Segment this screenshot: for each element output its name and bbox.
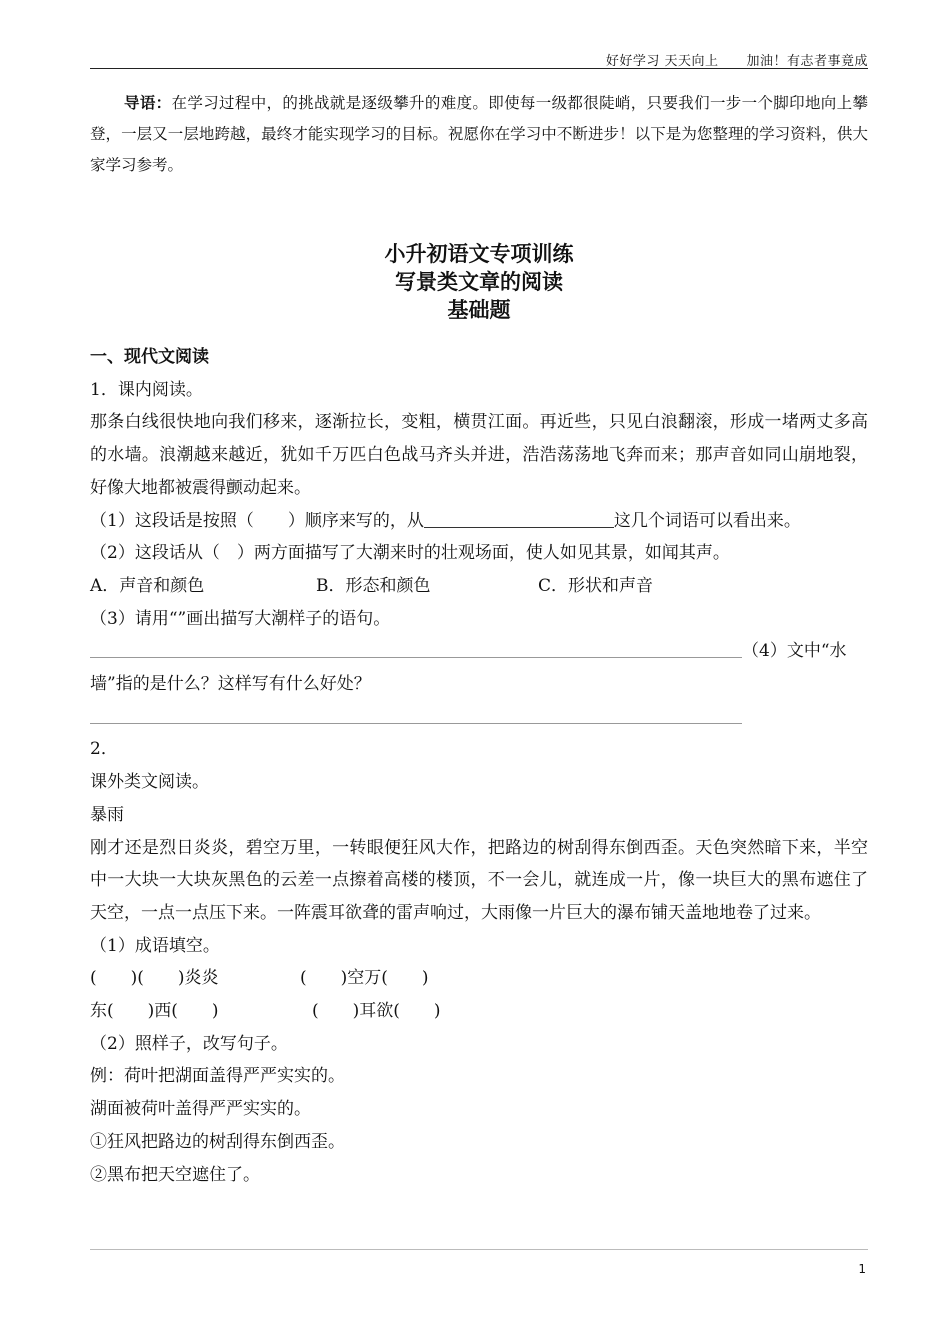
example-sentence-b: 湖面被荷叶盖得严严实实的。: [90, 1099, 311, 1120]
header-left-motto: 好好学习 天天向上: [605, 54, 719, 69]
page-header: [606, 50, 868, 69]
example-sentence-a: 例：荷叶把湖面盖得严严实实的。: [90, 1066, 345, 1087]
title-line-2: 写景类文章的阅读: [395, 270, 563, 294]
answer-line[interactable]: [90, 637, 742, 658]
page-number: 1: [858, 1262, 866, 1276]
intro-text: 在学习过程中，的挑战就是逐级攀升的难度。即使每一级都很陡峭，只要我们一步一个脚印地向上攀登，一层又一层地跨越，最终才能实现学习的目标。祝愿你在学习中不断进步！以下是为您整理的学习资料，供大家学习参考。: [90, 94, 868, 174]
intro-paragraph: [90, 88, 868, 181]
question-2-label: 2．: [90, 739, 118, 760]
intro-label: 导语：: [124, 94, 172, 112]
question-1-sub-3: （3）请用“”画出描写大潮样子的语句。: [90, 608, 391, 629]
question-1-sub-4-line: [90, 635, 868, 668]
rewrite-item-2: ②黑布把天空遮住了。: [90, 1164, 260, 1185]
option-a[interactable]: A．声音和颜色: [90, 575, 205, 596]
q1-sub4-text-a: （4）文中“水: [742, 641, 847, 662]
idiom-2[interactable]: ( )空万( ): [300, 968, 429, 989]
question-1-options: [90, 570, 868, 603]
footer-rule: [90, 1249, 868, 1250]
idiom-1[interactable]: ( )( )炎炎: [90, 968, 219, 989]
document-title: [90, 240, 868, 324]
question-2-sub-1: （1）成语填空。: [90, 935, 220, 956]
question-1-passage: 那条白线很快地向我们移来，逐渐拉长，变粗，横贯江面。再近些，只见白浪翻滚，形成一堵两丈多高的水墙。浪潮越来越近，犹如千万匹白色战马齐头并进，浩浩荡荡地飞奔而来；那声音如同山崩地裂，好像大地都被震得颤动起来。: [90, 412, 868, 498]
option-b[interactable]: B．形态和颜色: [316, 575, 431, 596]
header-right-motto: 加油！有志者事竟成: [746, 54, 868, 69]
question-1-sub-1: [90, 505, 868, 538]
question-1-label: 1．课内阅读。: [90, 379, 203, 400]
idiom-4[interactable]: ( )耳欲( ): [312, 1001, 441, 1022]
answer-blank[interactable]: [424, 507, 614, 528]
main-content: [90, 341, 868, 1191]
section-heading: 一、现代文阅读: [90, 347, 209, 367]
question-2-intro: 课外类文阅读。: [90, 772, 209, 793]
passage-title: 暴雨: [90, 804, 124, 825]
question-2-passage: 刚才还是烈日炎炎，碧空万里，一转眼便狂风大作，把路边的树刮得东倒西歪。天色突然暗下来，半空中一大块一大块灰黑色的云差一点擦着高楼的楼顶，不一会儿，就连成一片，像一块巨大的黑布遮住了天空，一点一点压下来。一阵震耳欲聋的雷声响过，大雨像一片巨大的瀑布铺天盖地地卷了过来。: [90, 837, 868, 923]
option-c[interactable]: C．形状和声音: [538, 575, 654, 596]
question-2-sub-2: （2）照样子，改写句子。: [90, 1033, 288, 1054]
q1-sub1-text-a: （1）这段话是按照（ ）顺序来写的，从: [90, 510, 424, 531]
question-1-answer-line: [90, 701, 868, 734]
answer-line[interactable]: [90, 703, 742, 724]
title-line-3: 基础题: [447, 298, 511, 322]
idiom-3[interactable]: 东( )西( ): [90, 1001, 219, 1022]
question-1-sub-2: （2）这段话从（ ）两方面描写了大潮来时的壮观场面，使人如见其景，如闻其声。: [90, 543, 730, 564]
question-1-sub-4-cont: 墙”指的是什么？这样写有什么好处？: [90, 674, 371, 695]
header-rule: [90, 68, 868, 69]
title-line-1: 小升初语文专项训练: [384, 242, 574, 266]
idiom-row-1: [90, 962, 868, 995]
rewrite-item-1: ①狂风把路边的树刮得东倒西歪。: [90, 1131, 345, 1152]
q1-sub1-text-b: 这几个词语可以看出来。: [613, 510, 801, 531]
idiom-row-2: [90, 995, 868, 1028]
